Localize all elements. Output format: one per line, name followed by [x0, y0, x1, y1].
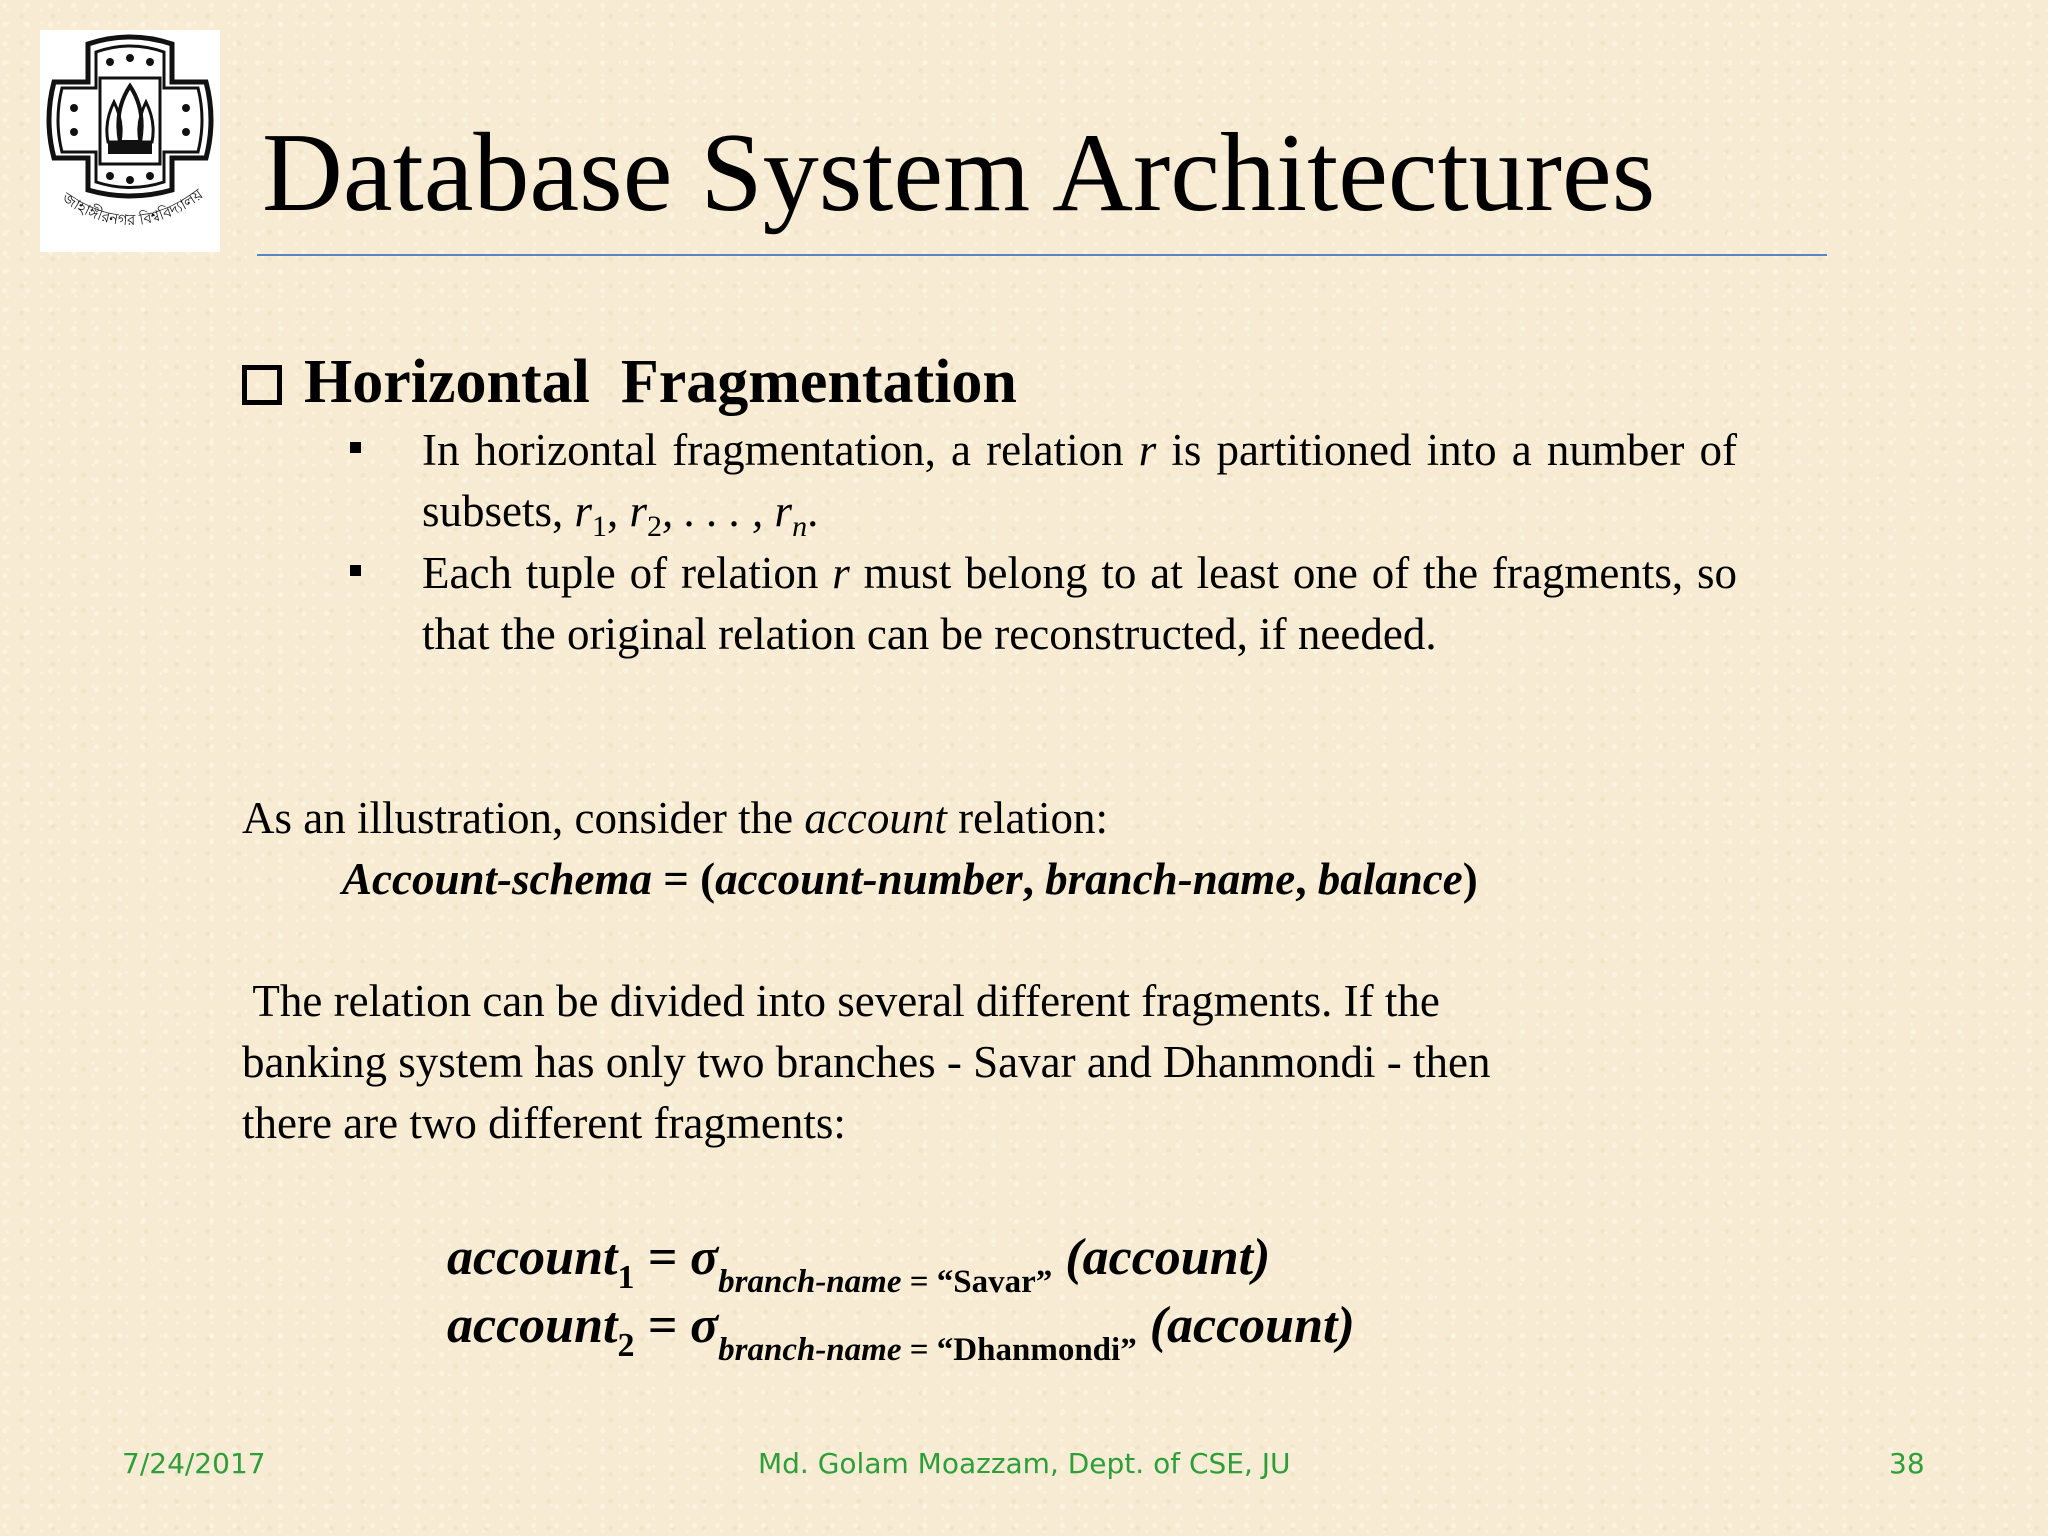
fragment-formula-dhanmondi: account$_2$ = $\sigma_{branch-name = “Dhanmondi”}$ (account) [447, 1297, 1355, 1368]
square-bullet-icon [350, 565, 361, 576]
fragment-formula-savar: account$_1$ = $\sigma_{branch-name = “Savar”}$ (account) [447, 1229, 1271, 1300]
square-bullet-icon [350, 442, 361, 453]
svg-text:জাহাঙ্গীরনগর বিশ্ববিদ্যালয়: জাহাঙ্গীরনগর বিশ্ববিদ্যালয় [59, 185, 207, 230]
section-heading [242, 346, 1017, 418]
slide-title: Database System Architectures [262, 111, 1656, 235]
bullet-horizontal-fragmentation: In horizontal fragmentation, a relation r is partitioned into a number of subsets, $r_1$, $r_2$, . . . , $r_n$. [422, 425, 1737, 543]
title-underline [257, 254, 1827, 256]
section-heading-text: Horizontal Fragmentation [304, 348, 1017, 416]
university-logo [40, 30, 220, 252]
footer-page-number: 38 [1889, 1447, 1925, 1480]
relation-description [242, 971, 1491, 1154]
account-schema: Account-schema = (account-number, branch-name, balance) [342, 854, 1478, 904]
relation-description-line: there are two different fragments: [242, 1098, 846, 1148]
footer-author: Md. Golam Moazzam, Dept. of CSE, JU [758, 1447, 1291, 1480]
bullet-tuple-membership: Each tuple of relation r must belong to at least one of the fragments, so that the original relation can be reconstructed, if needed. [422, 548, 1737, 659]
university-seal-icon [40, 30, 220, 252]
footer-date: 7/24/2017 [122, 1447, 266, 1480]
relation-description-line: The relation can be divided into several different fragments. If the [242, 976, 1440, 1026]
checkbox-bullet-icon [242, 365, 282, 405]
relation-description-line: banking system has only two branches - Savar and Dhanmondi - then [242, 1037, 1491, 1087]
illustration-text: As an illustration, consider the account relation: [242, 793, 1109, 843]
